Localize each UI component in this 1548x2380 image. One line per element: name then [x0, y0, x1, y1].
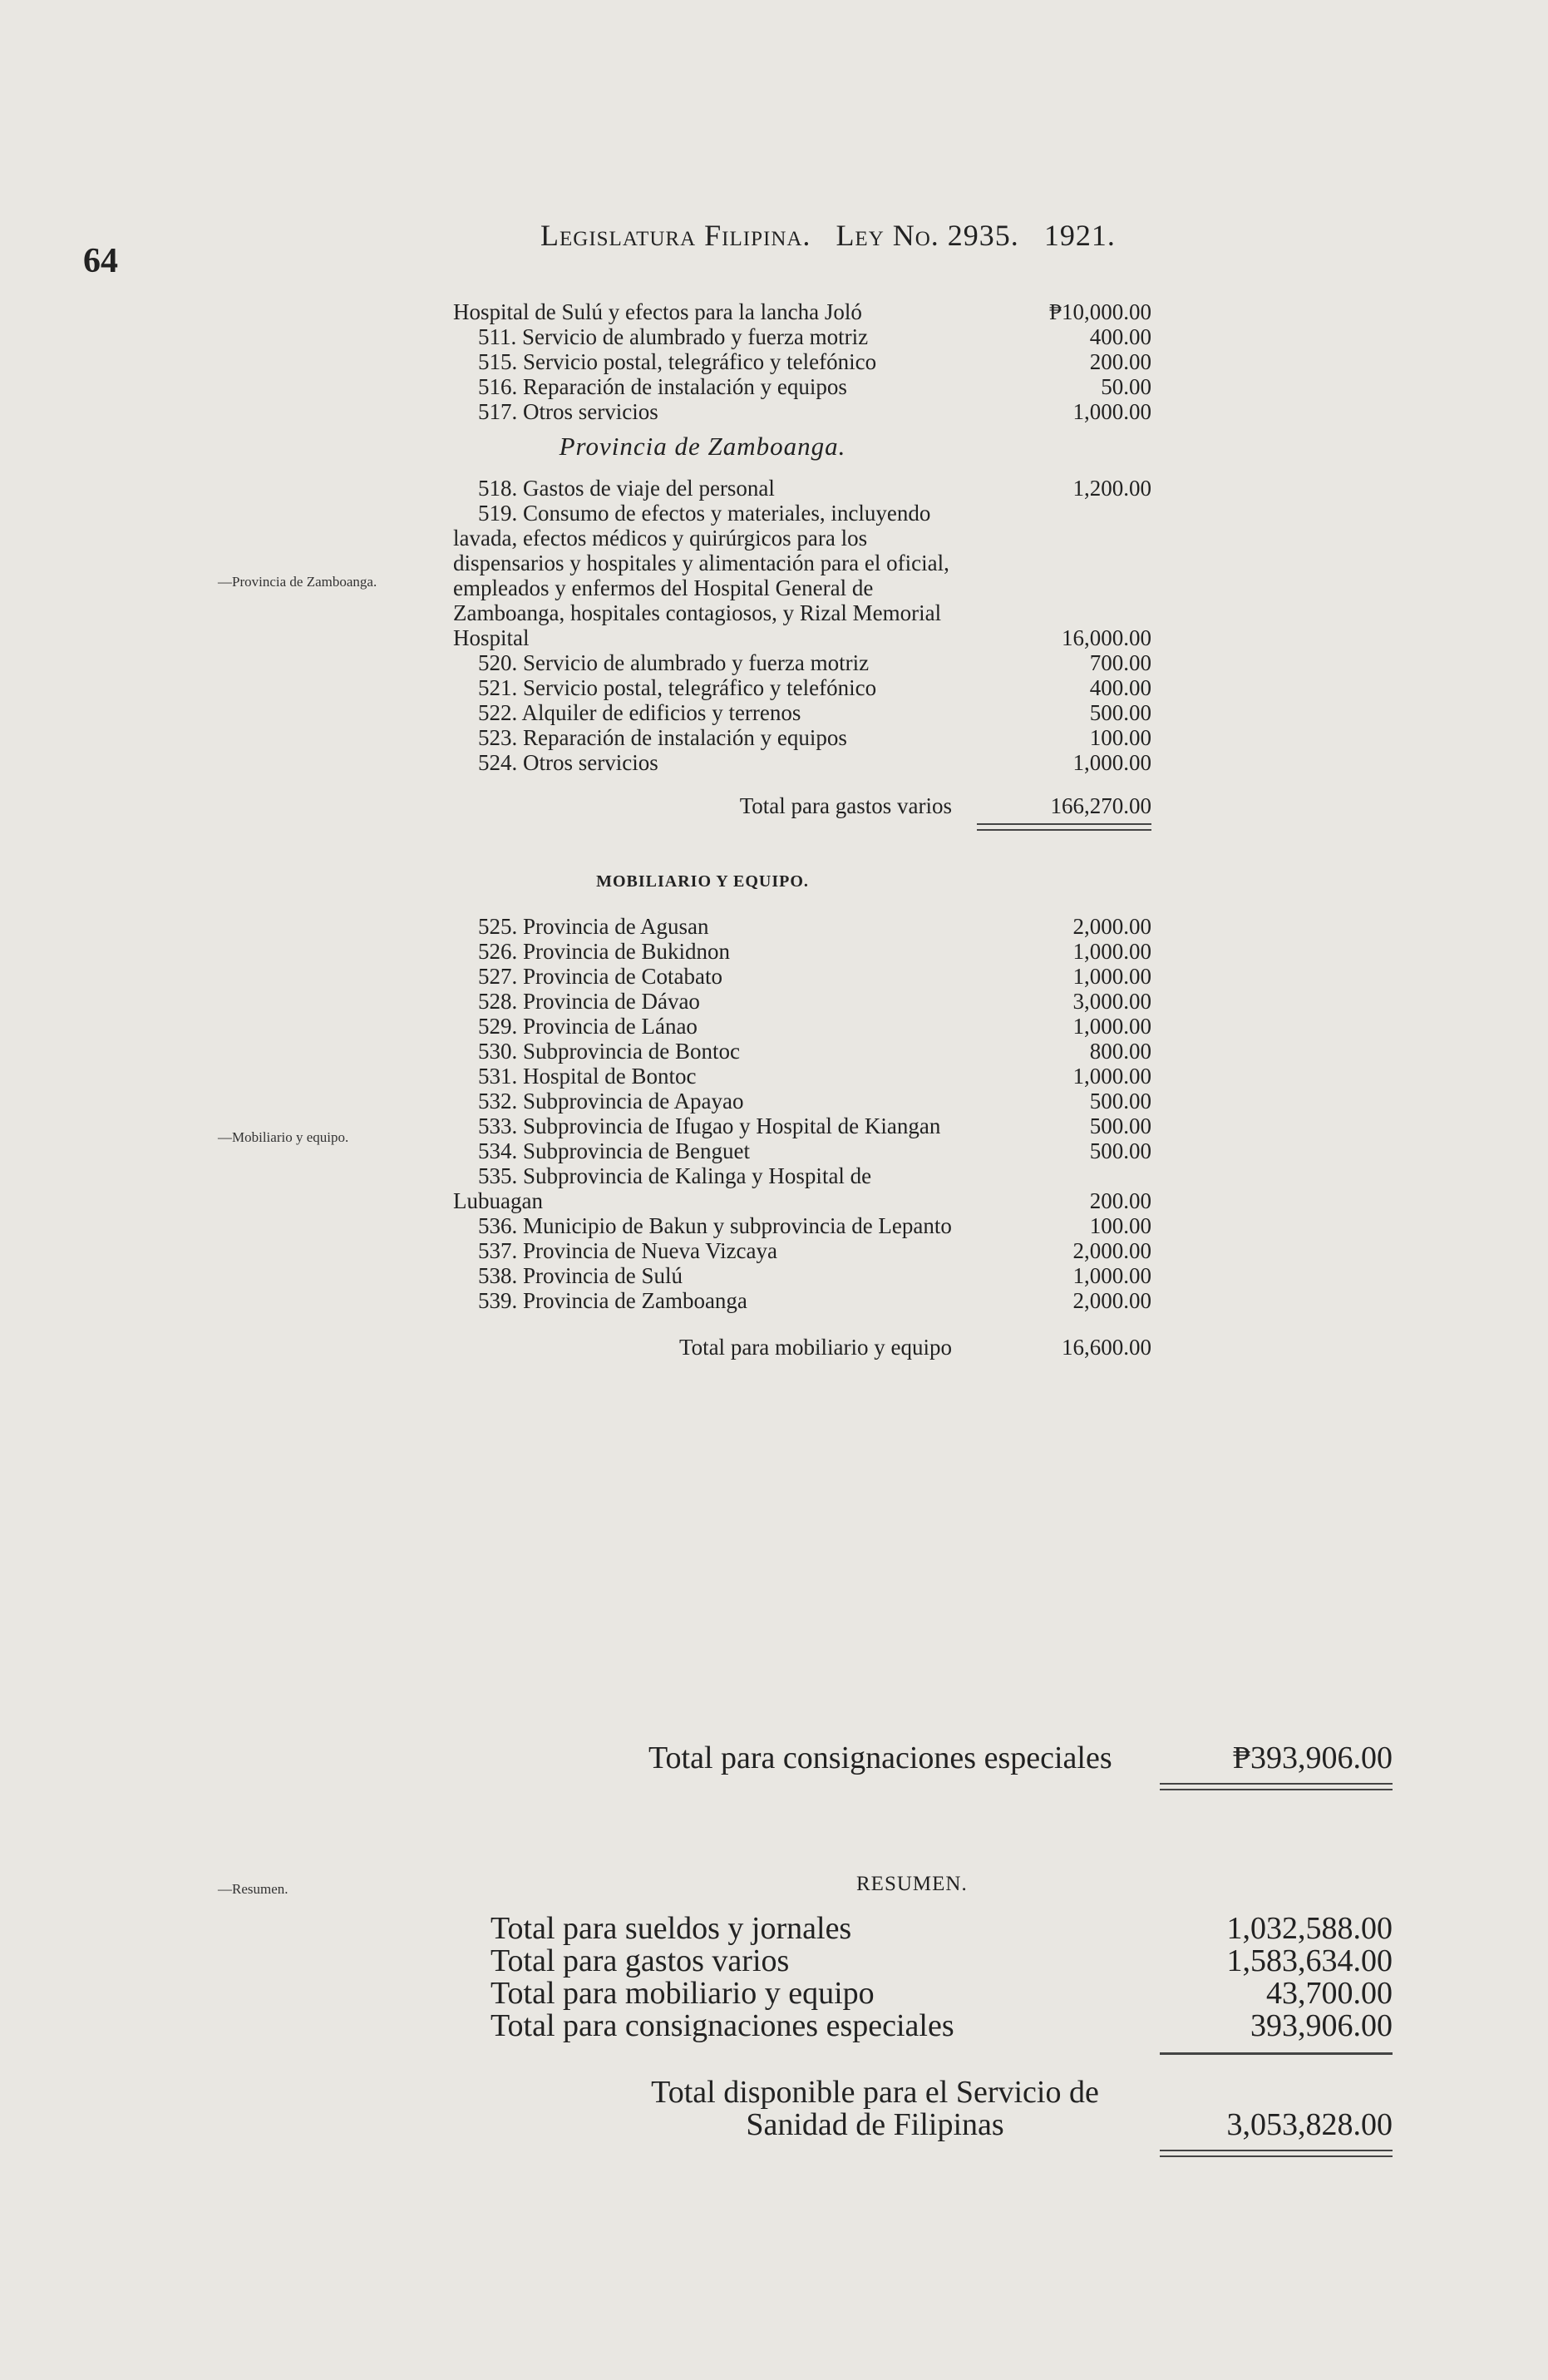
list-item: 519. Consumo de efectos y materiales, incluyendo lavada, efectos médicos y quirúrgicos para los dispensarios y hospitales y alimentación para el oficial, empleados y enfermos del Hospital General de Zamboanga, hospitales contagiosos, y Rizal Memorial Hospital 16,000.00	[453, 501, 1151, 650]
total-especiales-block	[491, 1742, 1393, 1790]
total-mobiliario: Total para mobiliario y equipo 16,600.00	[678, 1335, 1151, 1360]
resumen-row: Total para sueldos y jornales 1,032,588.00	[491, 1911, 1393, 1946]
resumen-row: Total para mobiliario y equipo 43,700.00	[491, 1976, 1393, 2011]
list-item: 511. Servicio de alumbrado y fuerza motriz 400.00	[478, 324, 1151, 349]
list-item: 518. Gastos de viaje del personal 1,200.00	[478, 476, 1151, 501]
resumen-block	[491, 1913, 1393, 2157]
list-item: 516. Reparación de instalación y equipos 50.00	[478, 374, 1151, 399]
margin-note-resumen: —Resumen.	[218, 1881, 288, 1897]
margin-note-mobiliario: —Mobiliario y equipo.	[218, 1129, 349, 1145]
margin-note-zamboanga: —Provincia de Zamboanga.	[218, 574, 377, 590]
single-rule	[1160, 2052, 1393, 2055]
list-item: 529. Provincia de Lánao 1,000.00	[478, 1014, 1151, 1039]
resumen-row: Total para gastos varios 1,583,634.00	[491, 1943, 1393, 1978]
list-item: 522. Alquiler de edificios y terrenos 500.00	[478, 700, 1151, 725]
list-item: Hospital de Sulú y efectos para la lancha Joló ₱10,000.00	[453, 299, 1151, 324]
list-item: 530. Subprovincia de Bontoc 800.00	[478, 1039, 1151, 1064]
list-item: 536. Municipio de Bakun y subprovincia de Lepanto 100.00	[478, 1213, 1151, 1238]
list-item: 539. Provincia de Zamboanga 2,000.00	[478, 1288, 1151, 1313]
list-item: 523. Reparación de instalación y equipos 100.00	[478, 725, 1151, 750]
list-item: 533. Subprovincia de Ifugao y Hospital de Kiangan 500.00	[478, 1113, 1151, 1138]
list-item: 520. Servicio de alumbrado y fuerza motriz 700.00	[478, 650, 1151, 675]
list-item: 534. Subprovincia de Benguet 500.00	[478, 1138, 1151, 1163]
double-rule	[977, 823, 1151, 831]
list-item: 517. Otros servicios 1,000.00	[478, 399, 1151, 424]
section-heading-zamboanga: Provincia de Zamboanga.	[559, 432, 846, 461]
double-rule	[1160, 2150, 1393, 2157]
running-head	[540, 218, 1116, 253]
running-head-year: 1921.	[1043, 219, 1116, 252]
list-item: 527. Provincia de Cotabato 1,000.00	[478, 964, 1151, 989]
list-item: 537. Provincia de Nueva Vizcaya 2,000.00	[478, 1238, 1151, 1263]
total-especiales: Total para consignaciones especiales ₱393,906.00	[648, 1741, 1393, 1775]
list-item: 538. Provincia de Sulú 1,000.00	[478, 1263, 1151, 1288]
running-head-title: Legislatura Filipina.	[540, 219, 811, 252]
list-item: 515. Servicio postal, telegráfico y telefónico 200.00	[478, 349, 1151, 374]
list-item: 521. Servicio postal, telegráfico y telefónico 400.00	[478, 675, 1151, 700]
list-item: 524. Otros servicios 1,000.00	[478, 750, 1151, 775]
resumen-row: Total para consignaciones especiales 393,906.00	[491, 2008, 1393, 2043]
section-heading-mobiliario: MOBILIARIO Y EQUIPO.	[596, 872, 809, 891]
page-number: 64	[83, 242, 118, 280]
total-gastos-varios: Total para gastos varios 166,270.00	[739, 793, 1151, 818]
double-rule	[1160, 1783, 1393, 1790]
running-head-law: Ley No. 2935.	[836, 219, 1019, 252]
list-item: 525. Provincia de Agusan 2,000.00	[478, 914, 1151, 939]
list-item: 526. Provincia de Bukidnon 1,000.00	[478, 939, 1151, 964]
grand-total: Total disponible para el Servicio de Sanidad de Filipinas 3,053,828.00	[651, 2075, 1393, 2142]
list-item: 528. Provincia de Dávao 3,000.00	[478, 989, 1151, 1014]
list-item: 535. Subprovincia de Kalinga y Hospital de Lubuagan 200.00	[453, 1163, 1151, 1213]
sulu-block	[453, 299, 1151, 1360]
list-item: 531. Hospital de Bontoc 1,000.00	[478, 1064, 1151, 1089]
list-item: 532. Subprovincia de Apayao 500.00	[478, 1089, 1151, 1113]
resumen-title: RESUMEN.	[856, 1873, 968, 1895]
